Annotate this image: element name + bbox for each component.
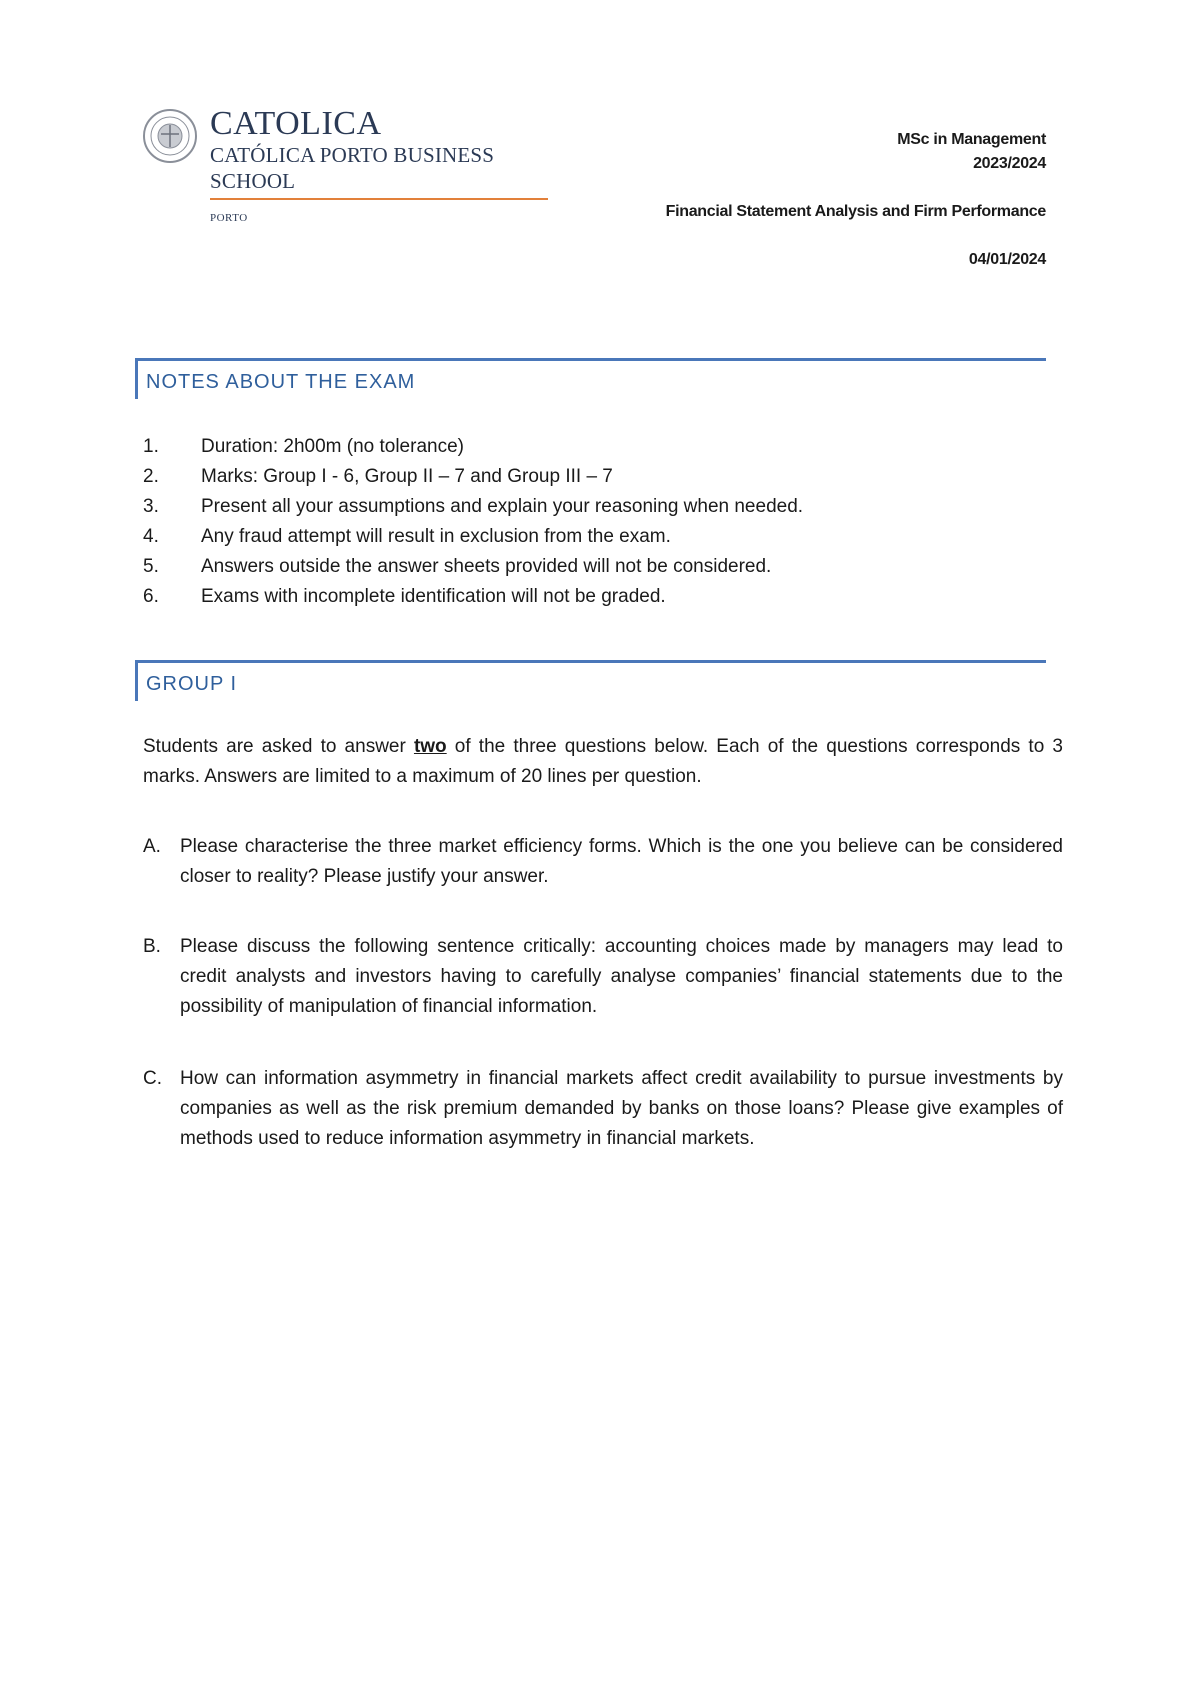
group1-section-heading	[135, 660, 1046, 701]
list-item-text: Answers outside the answer sheets provided will not be considered.	[201, 556, 772, 577]
notes-section-heading	[135, 358, 1046, 399]
question-text: Please discuss the following sentence critically: accounting choices made by managers may lead to credit analysts and investors having to carefully analyse companies’ financial statements due to the possibility of manipulation of financial information.	[180, 936, 1063, 1017]
brand-block	[210, 106, 562, 224]
list-item	[143, 522, 1043, 552]
program-name: MSc in Management	[897, 131, 1046, 148]
notes-list	[143, 432, 1043, 612]
university-seal-icon	[142, 108, 198, 164]
instructions-emphasis: two	[413, 736, 447, 757]
list-item-text: Duration: 2h00m (no tolerance)	[201, 436, 464, 457]
question-a	[143, 832, 1063, 892]
question-letter: A.	[143, 836, 161, 857]
list-item-number: 5.	[143, 556, 159, 577]
list-item-number: 2.	[143, 466, 159, 487]
list-item	[143, 552, 1043, 582]
list-item-number: 6.	[143, 586, 159, 607]
instructions-text-start: Students are asked to answer	[143, 736, 414, 757]
question-text: Please characterise the three market efficiency forms. Which is the one you believe can be considered closer to reality? Please justify your answer.	[180, 836, 1063, 887]
question-c	[143, 1064, 1063, 1154]
list-item	[143, 492, 1043, 522]
group1-instructions	[143, 732, 1063, 792]
question-text: How can information asymmetry in financial markets affect credit availability to pursue investments by companies as well as the risk premium demanded by banks on those loans? Please give examples of methods used to reduce information asymmetry in financial markets.	[180, 1068, 1063, 1149]
list-item	[143, 582, 1043, 612]
school-logo	[142, 105, 562, 224]
list-item	[143, 432, 1043, 462]
instructions-text-end: of the three questions below. Each of the questions corresponds to 3 marks. Answers are limited to a maximum of 20 lines per question.	[143, 736, 1063, 787]
exam-date: 04/01/2024	[968, 251, 1046, 268]
course-name: Financial Statement Analysis and Firm Performance	[665, 203, 1046, 220]
brand-divider	[210, 198, 548, 200]
question-b	[143, 932, 1063, 1022]
notes-section-title: NOTES ABOUT THE EXAM	[146, 371, 416, 393]
list-item-text: Present all your assumptions and explain your reasoning when needed.	[201, 496, 804, 517]
list-item-text: Any fraud attempt will result in exclusion from the exam.	[201, 526, 671, 547]
list-item-text: Exams with incomplete identification will not be graded.	[201, 586, 666, 607]
question-letter: C.	[143, 1068, 162, 1089]
list-item-number: 3.	[143, 496, 159, 517]
brand-city: PORTO	[210, 212, 248, 224]
list-item-number: 4.	[143, 526, 159, 547]
brand-name: CATOLICA	[210, 105, 382, 142]
group1-section-title: GROUP I	[146, 673, 238, 695]
academic-year: 2023/2024	[973, 155, 1046, 172]
list-item-text: Marks: Group I - 6, Group II – 7 and Group III – 7	[201, 466, 613, 487]
school-name: CATÓLICA PORTO BUSINESS SCHOOL	[210, 143, 495, 193]
exam-header	[666, 128, 1046, 272]
list-item	[143, 462, 1043, 492]
list-item-number: 1.	[143, 436, 159, 457]
question-letter: B.	[143, 936, 161, 957]
